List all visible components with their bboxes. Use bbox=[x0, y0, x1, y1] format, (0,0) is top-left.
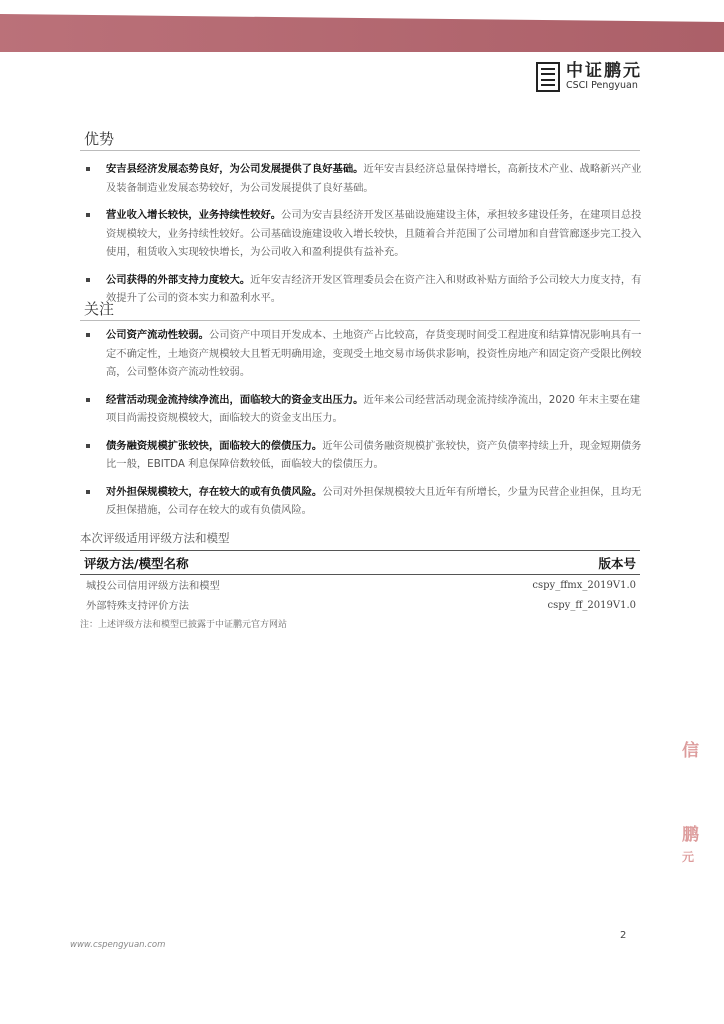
bullet-icon bbox=[86, 398, 90, 402]
method-name: 城投公司信用评级方法和模型 bbox=[86, 580, 220, 592]
col-method-header: 评级方法/模型名称 bbox=[84, 556, 189, 571]
col-version-header: 版本号 bbox=[598, 556, 636, 571]
method-name: 外部特殊支持评价方法 bbox=[86, 600, 189, 612]
bullet-icon bbox=[86, 213, 90, 217]
advantage-item: 公司获得的外部支持力度较大。近年安吉经济开发区管理委员会在资产注入和财政补贴方面给予公司较大力度支持，有效提升了公司的资本实力和盈利水平。 bbox=[84, 271, 644, 308]
seal-fragment: 元 bbox=[682, 850, 695, 864]
bullet-icon bbox=[86, 444, 90, 448]
concerns-list bbox=[84, 326, 644, 529]
table-row bbox=[80, 595, 640, 615]
table-row bbox=[80, 575, 640, 595]
advantage-item: 营业收入增长较快，业务持续性较好。公司为安吉县经济开发区基础设施建设主体，承担较多建设任务，在建项目总投资规模较大，业务持续性较好。公司基础设施建设收入增长较快，且随着合并范围了公司增加和自营管廊逐步完工投入使用，租赁收入实现较快增长，为公司收入和盈利提供有益补充。 bbox=[84, 206, 644, 262]
header-banner-shade bbox=[0, 0, 724, 52]
methodology-caption: 本次评级适用评级方法和模型 bbox=[80, 531, 230, 545]
concern-item: 债务融资规模扩张较快，面临较大的偿债压力。近年公司债务融资规模扩张较快，资产负债率持续上升，现金短期债务比一般，EBITDA 利息保障倍数较低，面临较大的偿债压力。 bbox=[84, 437, 644, 474]
bullet-icon bbox=[86, 278, 90, 282]
advantages-title: 优势 bbox=[84, 130, 115, 148]
bullet-icon bbox=[86, 167, 90, 171]
method-version: cspy_ffmx_2019V1.0 bbox=[532, 580, 636, 591]
method-version: cspy_ff_2019V1.0 bbox=[547, 600, 636, 611]
seal-fragment: 鹏 bbox=[682, 825, 699, 845]
concern-item: 对外担保规模较大，存在较大的或有负债风险。公司对外担保规模较大且近年有所增长，少量为民营企业担保，且均无反担保措施，公司存在较大的或有负债风险。 bbox=[84, 483, 644, 520]
methodology-table bbox=[80, 550, 640, 630]
logo-en: CSCI Pengyuan bbox=[566, 80, 638, 91]
concern-item: 公司资产流动性较弱。公司资产中项目开发成本、土地资产占比较高，存货变现时间受工程进度和结算情况影响具有一定不确定性，土地资产规模较大且暂无明确用途，变现受土地交易市场供求影响，投资性房地产和固定资产受限比例较高，公司整体资产流动性较弱。 bbox=[84, 326, 644, 382]
bullet-icon bbox=[86, 490, 90, 494]
concerns-title: 关注 bbox=[84, 300, 115, 318]
advantage-item: 安吉县经济发展态势良好，为公司发展提供了良好基础。近年安吉县经济总量保持增长，高新技术产业、战略新兴产业及装备制造业发展态势较好，为公司发展提供了良好基础。 bbox=[84, 160, 644, 197]
concern-item: 经营活动现金流持续净流出，面临较大的资金支出压力。近年来公司经营活动现金流持续净流出，2020 年末主要在建项目尚需投资规模较大，面临较大的资金支出压力。 bbox=[84, 391, 644, 428]
table-header bbox=[80, 550, 640, 575]
bullet-icon bbox=[86, 333, 90, 337]
company-logo bbox=[536, 62, 642, 92]
advantages-rule bbox=[80, 150, 640, 151]
advantages-list bbox=[84, 160, 644, 317]
logo-cn: 中证鹏元 bbox=[566, 61, 642, 81]
concerns-rule bbox=[80, 320, 640, 321]
footer-url[interactable]: www.cspengyuan.com bbox=[70, 940, 166, 950]
logo-mark-icon bbox=[536, 62, 560, 92]
page-number: 2 bbox=[620, 930, 627, 941]
seal-fragment: 信 bbox=[682, 741, 699, 761]
table-note: 注：上述评级方法和模型已披露于中证鹏元官方网站 bbox=[80, 620, 288, 630]
